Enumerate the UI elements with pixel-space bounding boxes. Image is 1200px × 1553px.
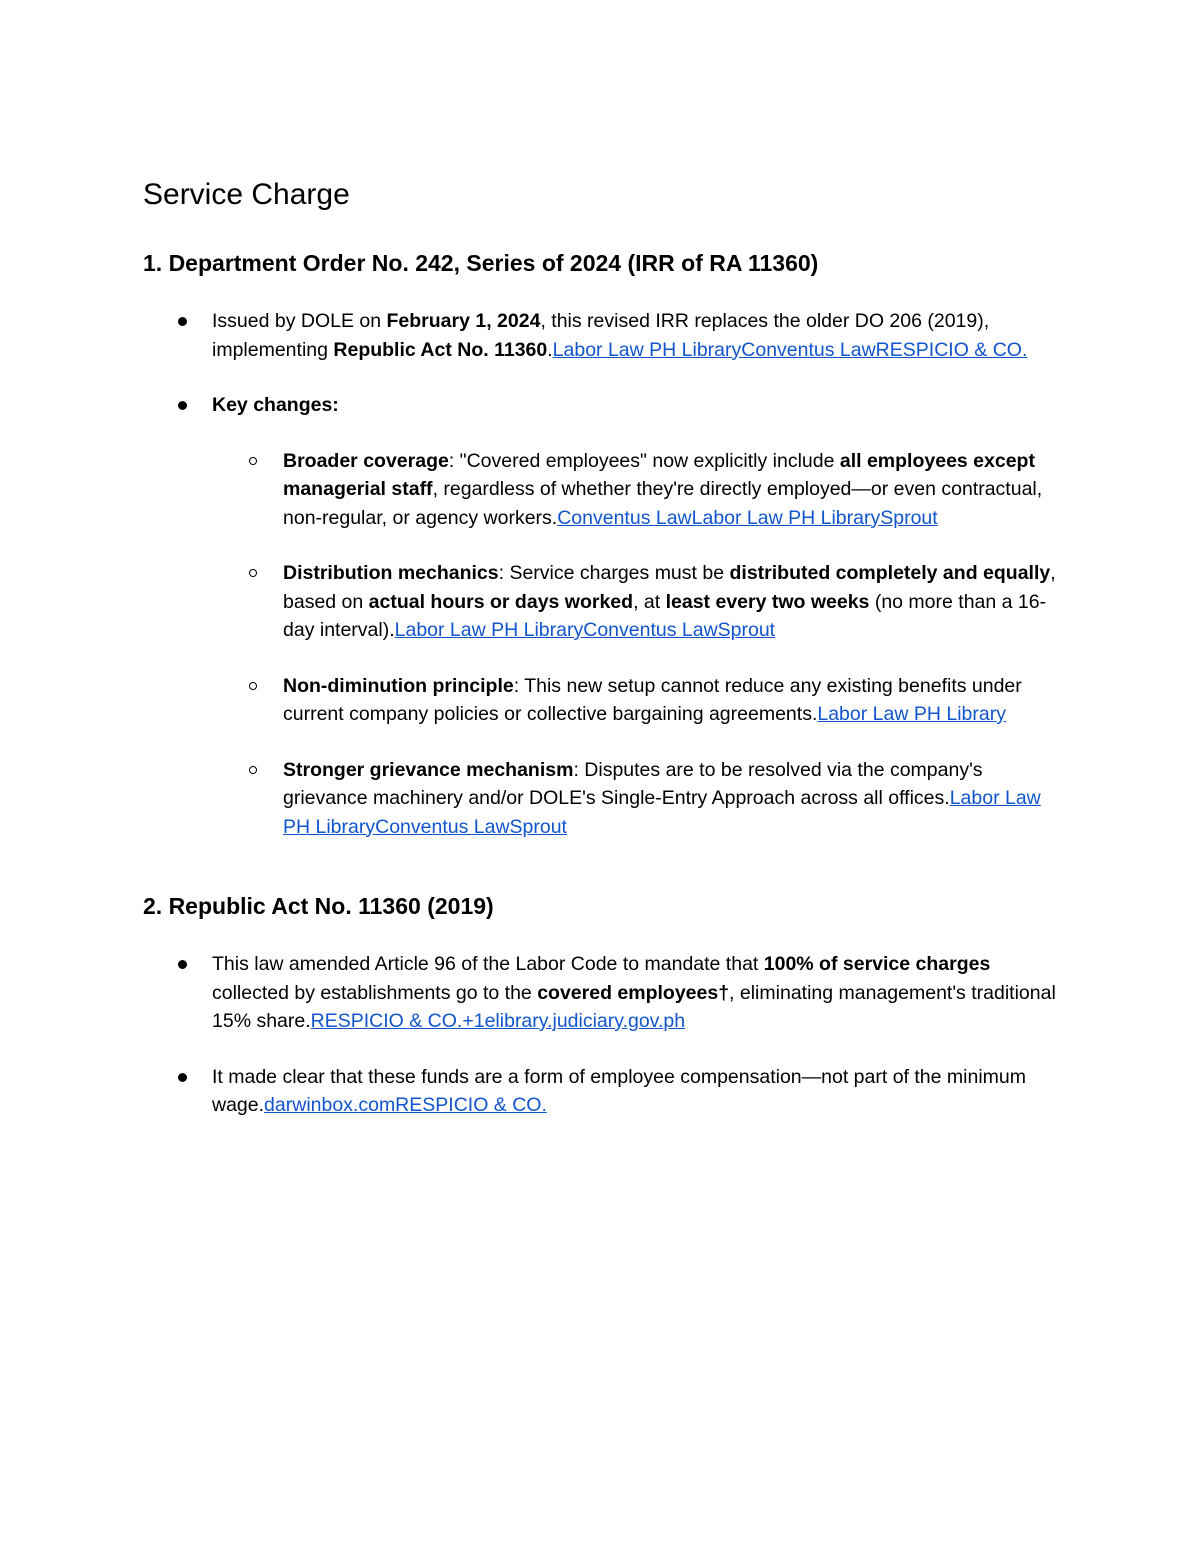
key-changes-list	[212, 447, 1063, 842]
bullet-icon	[178, 960, 187, 969]
section-2-list	[143, 950, 1063, 1120]
document-page	[143, 172, 1063, 1120]
list-item	[143, 391, 1063, 841]
section-1-heading: 1. Department Order No. 242, Series of 2024 (IRR of RA 11360)	[143, 250, 819, 276]
section-1-list	[143, 307, 1063, 841]
hollow-bullet-icon	[249, 766, 257, 774]
bullet-icon	[178, 401, 187, 410]
sub-list-item: Non-diminution principle: This new setup cannot reduce any existing benefits under current company policies or collective bargaining agreements.Labor Law PH Library	[143, 672, 1063, 729]
sub-list-item: Broader coverage: "Covered employees" now explicitly include all employees except managerial staff, regardless of whether they're directly employed—or even contractual, non-regular, or agency workers.Conventus LawLabor Law PH LibrarySprout	[143, 447, 1063, 533]
hollow-bullet-icon	[249, 682, 257, 690]
sub-list-item: Distribution mechanics: Service charges must be distributed completely and equally, based on actual hours or days worked, at least every two weeks (no more than a 16-day interval).Labor Law PH LibraryConventus LawSprout	[143, 559, 1063, 645]
source-link[interactable]: darwinbox.comRESPICIO & CO.	[264, 1094, 547, 1116]
source-link[interactable]: Conventus LawLabor Law PH LibrarySprout	[557, 506, 938, 529]
page-title: Service Charge	[143, 178, 350, 211]
source-link[interactable]: RESPICIO & CO.+1elibrary.judiciary.gov.ph	[310, 1010, 686, 1032]
list-item: This law amended Article 96 of the Labor Code to mandate that 100% of service charges collected by establishments go to the covered employees†, eliminating management's traditional 15% share.RESPICIO & CO.+1elibrary.judiciary.gov.ph	[143, 950, 1063, 1036]
list-item: It made clear that these funds are a form of employee compensation—not part of the minimum wage.darwinbox.comRESPICIO & CO.	[143, 1063, 1063, 1120]
bullet-icon	[178, 317, 187, 326]
section-2-heading: 2. Republic Act No. 11360 (2019)	[143, 893, 494, 919]
source-link[interactable]: Labor Law PH LibraryConventus LawRESPICIO & CO.	[552, 338, 1028, 361]
hollow-bullet-icon	[249, 457, 257, 465]
bullet-icon	[178, 1073, 187, 1082]
key-changes-label: Key changes:	[212, 394, 339, 416]
source-link[interactable]: Labor Law PH LibraryConventus LawSprout	[394, 619, 776, 641]
list-item: Issued by DOLE on February 1, 2024, this revised IRR replaces the older DO 206 (2019), implementing Republic Act No. 11360.Labor Law PH LibraryConventus LawRESPICIO & CO.	[143, 307, 1063, 364]
sub-list-item: Stronger grievance mechanism: Disputes are to be resolved via the company's grievance machinery and/or DOLE's Single-Entry Approach across all offices.Labor Law PH LibraryConventus LawSprout	[143, 756, 1063, 842]
source-link[interactable]: Labor Law PH Library	[817, 703, 1006, 725]
hollow-bullet-icon	[249, 569, 257, 577]
source-link[interactable]: Labor Law PH LibraryConventus LawSprout	[283, 787, 1041, 838]
